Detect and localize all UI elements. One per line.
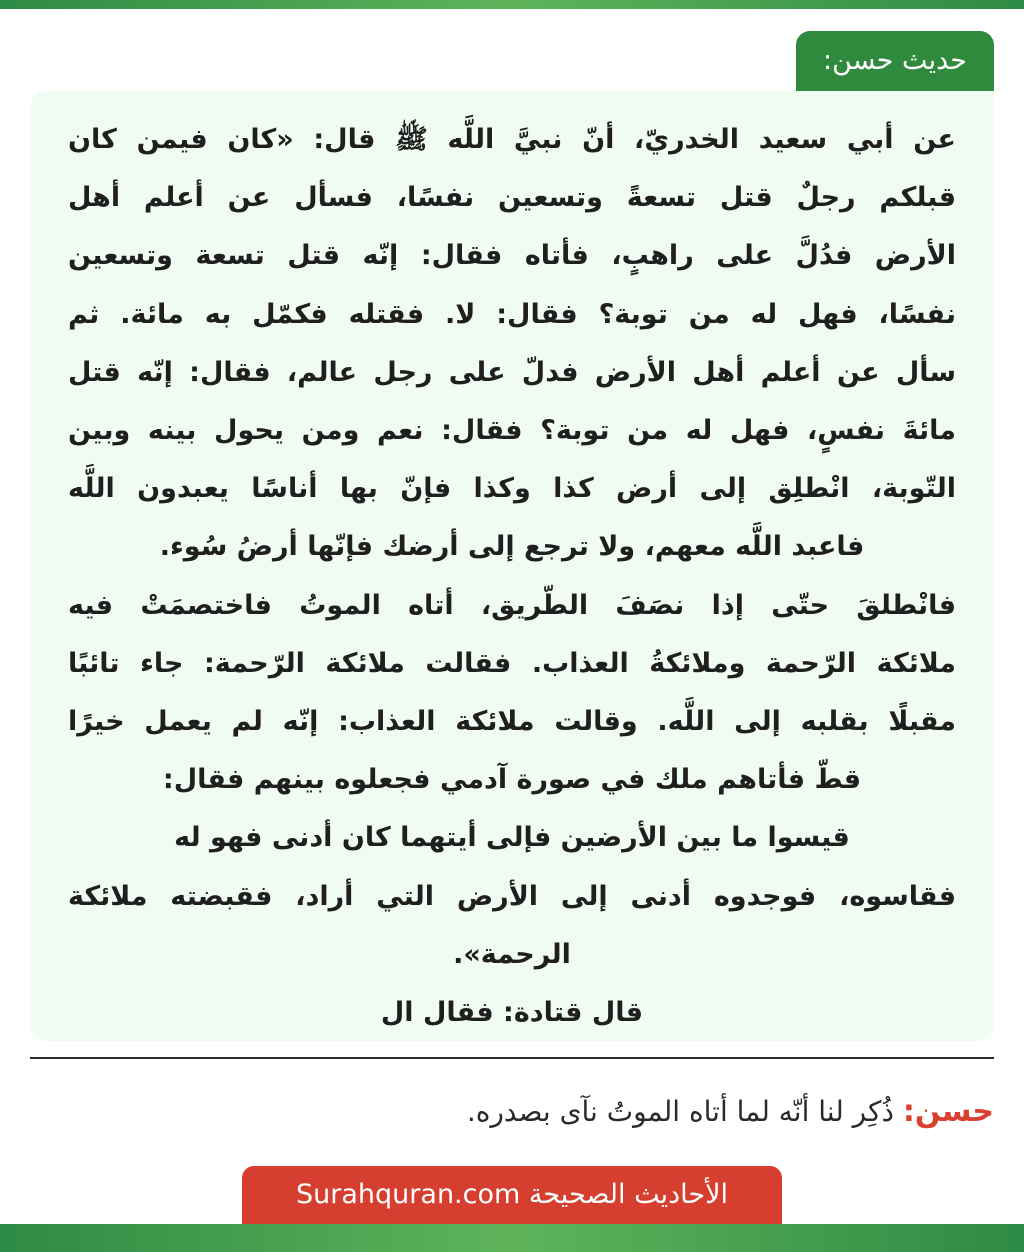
site-brand-button[interactable]: الأحاديث الصحيحة Surahquran.com xyxy=(242,1166,782,1224)
hadith-line: فاعبد اللَّه معهم، ولا ترجع إلى أرضك فإنّها أرضُ سُوء. xyxy=(159,531,865,563)
hadith-line: الأرض فدُلَّ على راهبٍ، فأتاه فقال: إنّه قتل تسعة وتسعين xyxy=(68,240,956,272)
hadith-line: قبلكم رجلٌ قتل تسعةً وتسعين نفسًا، فسأل عن أعلم أهل xyxy=(68,182,956,214)
hadith-line: الرحمة». xyxy=(453,938,571,970)
hadith-line: عن أبي سعيد الخدريّ، أنّ نبيَّ اللَّه ﷺ قال: «كان فيمن كان xyxy=(68,124,956,155)
hadith-line: التّوبة، انْطلِق إلى أرض كذا وكذا فإنّ بها أناسًا يعبدون اللَّه xyxy=(68,473,956,505)
grade-note xyxy=(30,1088,994,1136)
hadith-line: قيسوا ما بين الأرضين فإلى أيتهما كان أدنى فهو له xyxy=(174,822,850,854)
hadith-line: مقبلًا بقلبه إلى اللَّه. وقالت ملائكة العذاب: إنّه لم يعمل خيرًا xyxy=(68,706,956,738)
hadith-text-box xyxy=(30,91,994,1041)
hadith-line: فانْطلقَ حتّى إذا نصَفَ الطّريق، أتاه الموتُ فاختصمَتْ فيه xyxy=(68,589,956,621)
hadith-line: فقاسوه، فوجدوه أدنى إلى الأرض التي أراد، فقبضته ملائكة xyxy=(68,880,956,912)
hadith-line: نفسًا، فهل له من توبة؟ فقال: لا. فقتله فكمّل به مائة. ثم xyxy=(68,298,956,330)
bottom-accent-bar xyxy=(0,1224,1024,1252)
hadith-grade-tab: حديث حسن: xyxy=(796,31,994,91)
grade-note-label: حسن: xyxy=(902,1094,994,1129)
section-divider xyxy=(30,1057,994,1059)
top-accent-bar xyxy=(0,0,1024,9)
hadith-line: ملائكة الرّحمة وملائكةُ العذاب. فقالت ملائكة الرّحمة: جاء تائبًا xyxy=(68,647,956,679)
hadith-line: قطّ فأتاهم ملك في صورة آدمي فجعلوه بينهم فقال: xyxy=(162,764,862,796)
hadith-line: مائةَ نفسٍ، فهل له من توبة؟ فقال: نعم ومن يحول بينه وبين xyxy=(68,415,956,447)
hadith-line: سأل عن أعلم أهل الأرض فدلّ على رجل عالم، فقال: إنّه قتل xyxy=(68,356,956,388)
hadith-line: قال قتادة: فقال ال xyxy=(380,997,644,1029)
grade-note-text: ذُكِر لنا أنّه لما أتاه الموتُ نآى بصدره. xyxy=(466,1095,894,1128)
